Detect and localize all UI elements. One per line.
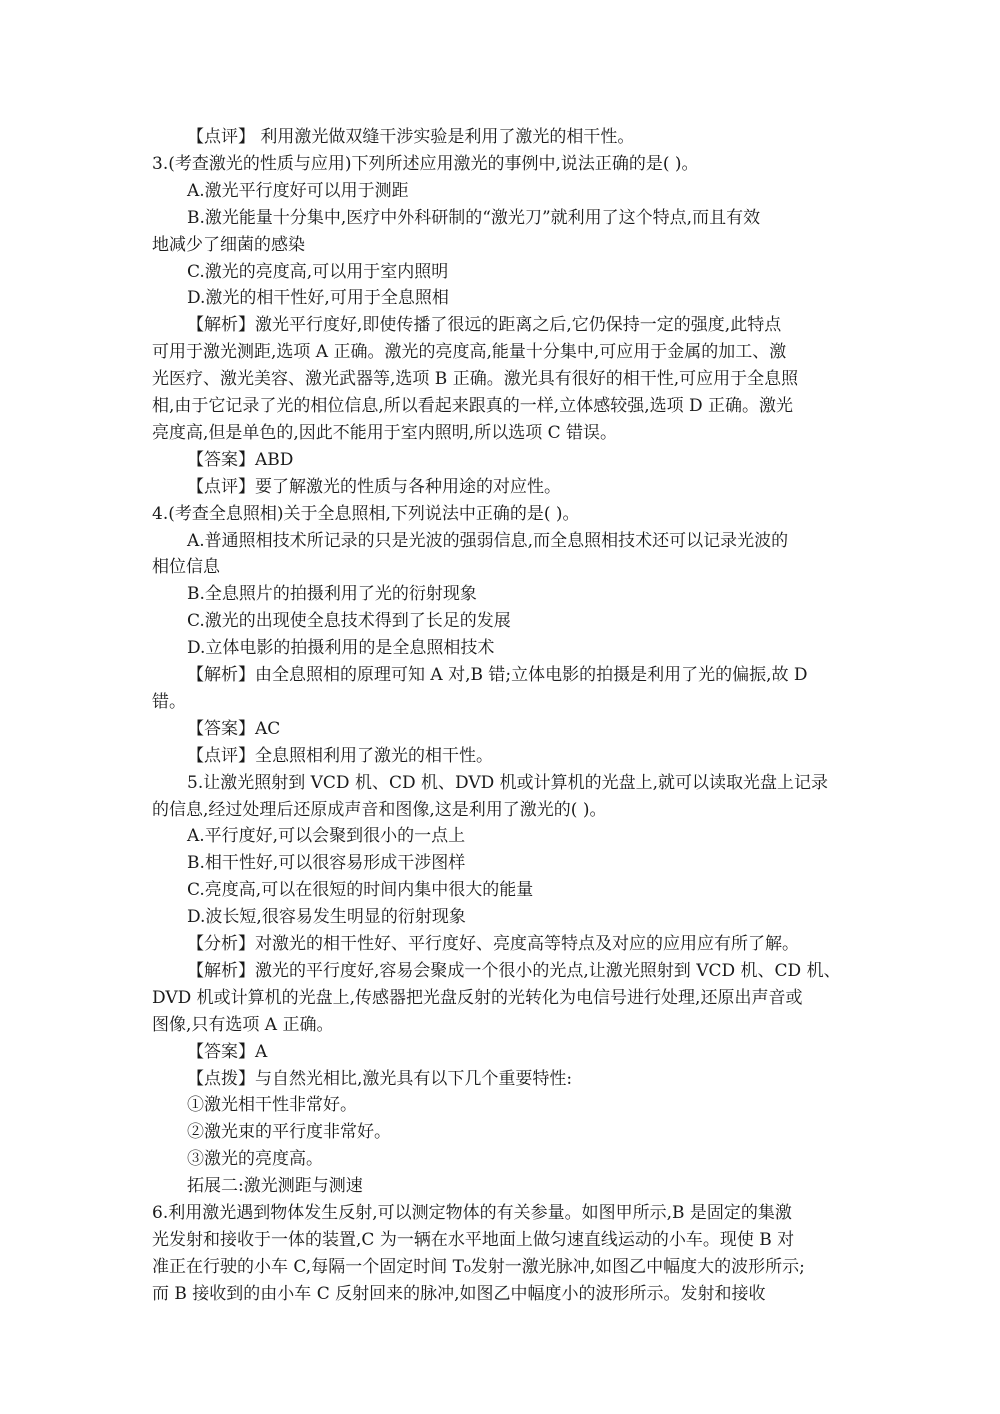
text-line: 【答案】AC	[187, 718, 281, 739]
text-line: ②激光束的平行度非常好。	[187, 1122, 391, 1143]
text-line: 【点评】要了解激光的性质与各种用途的对应性。	[187, 476, 561, 497]
text-line: 相位信息	[152, 557, 220, 578]
text-line: 准正在行驶的小车 C,每隔一个固定时间 T₀发射一激光脉冲,如图乙中幅度大的波形所示;	[152, 1256, 805, 1277]
text-line: 拓展二:激光测距与测速	[187, 1176, 363, 1197]
text-line: D.波长短,很容易发生明显的衍射现象	[187, 907, 466, 928]
text-line: C.激光的出现使全息技术得到了长足的发展	[187, 611, 511, 632]
text-line: A.普通照相技术所记录的只是光波的强弱信息,而全息照相技术还可以记录光波的	[187, 530, 789, 551]
text-line: 5.让激光照射到 VCD 机、CD 机、DVD 机或计算机的光盘上,就可以读取光盘上记录	[187, 772, 829, 793]
text-line: ③激光的亮度高。	[187, 1149, 323, 1170]
text-line: 【点拨】与自然光相比,激光具有以下几个重要特性:	[187, 1068, 573, 1089]
text-line: A.激光平行度好可以用于测距	[187, 180, 409, 201]
text-line: 亮度高,但是单色的,因此不能用于室内照明,所以选项 C 错误。	[152, 422, 618, 443]
text-line: 3.(考查激光的性质与应用)下列所述应用激光的事例中,说法正确的是( )。	[152, 153, 699, 174]
text-line: A.平行度好,可以会聚到很小的一点上	[187, 826, 466, 847]
text-line: B.相干性好,可以很容易形成干涉图样	[187, 853, 466, 874]
text-line: 【答案】ABD	[187, 449, 294, 470]
text-line: 相,由于它记录了光的相位信息,所以看起来跟真的一样,立体感较强,选项 D 正确。激光	[152, 396, 794, 416]
text-line: C.激光的亮度高,可以用于室内照明	[187, 261, 449, 282]
text-line: 【点评】全息照相利用了激光的相干性。	[187, 745, 493, 766]
text-line: 【分析】对激光的相干性好、平行度好、亮度高等特点及对应的应用应有所了解。	[187, 934, 799, 954]
text-line: 【点评】 利用激光做双缝干涉实验是利用了激光的相干性。	[187, 127, 635, 147]
text-line: 【解析】激光平行度好,即使传播了很远的距离之后,它仍保持一定的强度,此特点	[187, 315, 782, 336]
text-line: 【解析】由全息照相的原理可知 A 对,B 错;立体电影的拍摄是利用了光的偏振,故 D	[187, 665, 808, 685]
text-line: 6.利用激光遇到物体发生反射,可以测定物体的有关参量。如图甲所示,B 是固定的集激	[152, 1203, 792, 1223]
text-line: 【答案】A	[187, 1041, 268, 1062]
text-line: C.亮度高,可以在很短的时间内集中很大的能量	[187, 880, 534, 901]
text-line: 而 B 接收到的由小车 C 反射回来的脉冲,如图乙中幅度小的波形所示。发射和接收	[152, 1283, 766, 1304]
text-line: 地减少了细菌的感染	[152, 234, 305, 255]
text-line: 错。	[152, 691, 186, 712]
text-line: D.立体电影的拍摄利用的是全息照相技术	[187, 638, 495, 659]
text-line: D.激光的相干性好,可用于全息照相	[187, 288, 449, 309]
text-line: 图像,只有选项 A 正确。	[152, 1014, 334, 1035]
text-line: B.激光能量十分集中,医疗中外科研制的“激光刀”就利用了这个特点,而且有效	[187, 207, 761, 228]
text-line: 的信息,经过处理后还原成声音和图像,这是利用了激光的( )。	[152, 799, 607, 820]
text-line: ①激光相干性非常好。	[187, 1095, 357, 1116]
text-line: 4.(考查全息照相)关于全息照相,下列说法中正确的是( )。	[152, 503, 580, 524]
text-line: 光医疗、激光美容、激光武器等,选项 B 正确。激光具有很好的相干性,可应用于全息照	[152, 369, 799, 390]
text-line: 【解析】激光的平行度好,容易会聚成一个很小的光点,让激光照射到 VCD 机、CD 机、	[187, 960, 841, 981]
text-line: 光发射和接收于一体的装置,C 为一辆在水平地面上做匀速直线运动的小车。现使 B 对	[152, 1229, 795, 1250]
text-line: 可用于激光测距,选项 A 正确。激光的亮度高,能量十分集中,可应用于金属的加工、激	[152, 342, 787, 363]
text-line: B.全息照片的拍摄利用了光的衍射现象	[187, 584, 477, 605]
text-line: DVD 机或计算机的光盘上,传感器把光盘反射的光转化为电信号进行处理,还原出声音或	[152, 987, 803, 1008]
